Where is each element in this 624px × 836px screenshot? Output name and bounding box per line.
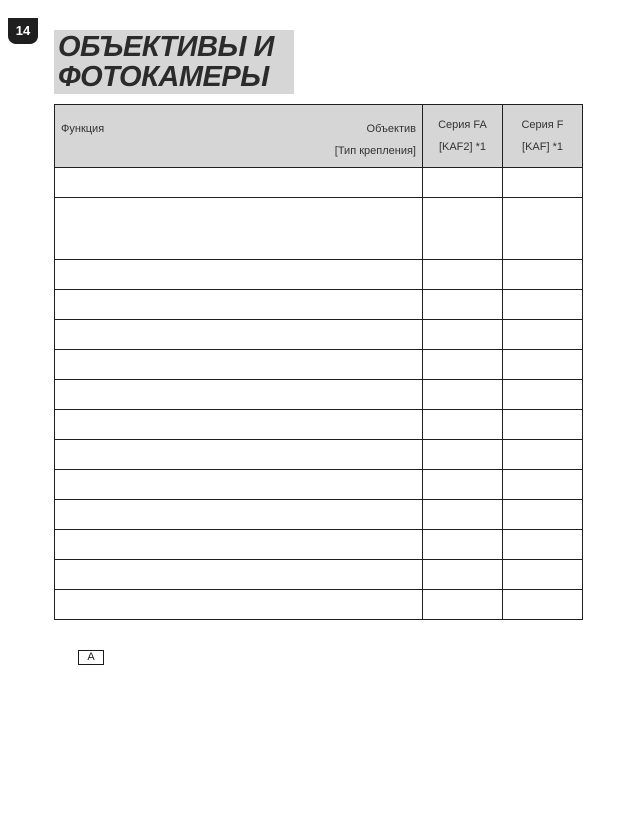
f-series-cell xyxy=(503,440,583,470)
table-row xyxy=(55,260,583,290)
page-number-tab xyxy=(8,18,38,44)
fa-series-cell xyxy=(423,500,503,530)
f-series-cell xyxy=(503,350,583,380)
table-header xyxy=(55,105,583,168)
function-cell xyxy=(55,350,423,380)
table-row xyxy=(55,168,583,198)
table-row xyxy=(55,290,583,320)
function-cell xyxy=(55,440,423,470)
function-cell xyxy=(55,320,423,350)
auto-mode-icon xyxy=(78,650,104,665)
table-row xyxy=(55,198,583,260)
function-cell xyxy=(55,380,423,410)
table-row xyxy=(55,320,583,350)
fa-series-cell xyxy=(423,470,503,500)
auto-mode-icon-label: A xyxy=(87,651,95,663)
table-row xyxy=(55,530,583,560)
f-series-cell xyxy=(503,410,583,440)
f-series-cell xyxy=(503,320,583,350)
page-title xyxy=(58,32,274,92)
header-f-series-label: Серия F xyxy=(521,119,564,131)
header-function-label: Функция xyxy=(61,123,105,135)
f-series-cell xyxy=(503,470,583,500)
f-series-cell xyxy=(503,380,583,410)
fa-series-cell xyxy=(423,350,503,380)
f-series-cell xyxy=(503,560,583,590)
f-series-cell xyxy=(503,168,583,198)
header-fa-mount-label: [KAF2] *1 xyxy=(438,141,487,153)
f-series-cell xyxy=(503,198,583,260)
page-title-line-1: ОБЪЕКТИВЫ И xyxy=(58,31,274,63)
function-cell xyxy=(55,500,423,530)
fa-series-cell xyxy=(423,168,503,198)
table-row xyxy=(55,560,583,590)
f-series-cell xyxy=(503,260,583,290)
function-cell xyxy=(55,198,423,260)
function-cell xyxy=(55,590,423,620)
header-mount-label: [Тип крепления] xyxy=(334,145,416,157)
fa-series-cell xyxy=(423,590,503,620)
fa-series-cell xyxy=(423,560,503,590)
table-row xyxy=(55,350,583,380)
fa-series-cell xyxy=(423,530,503,560)
table-row xyxy=(55,410,583,440)
fa-series-cell xyxy=(423,260,503,290)
table-row xyxy=(55,470,583,500)
function-cell xyxy=(55,470,423,500)
header-fa-series-cell xyxy=(423,105,503,168)
f-series-cell xyxy=(503,290,583,320)
f-series-cell xyxy=(503,530,583,560)
function-cell xyxy=(55,290,423,320)
function-cell xyxy=(55,530,423,560)
table-row xyxy=(55,590,583,620)
compatibility-table xyxy=(54,104,583,620)
header-lens-label: Объектив xyxy=(366,123,416,135)
fa-series-cell xyxy=(423,410,503,440)
page-number: 14 xyxy=(15,23,31,38)
function-cell xyxy=(55,560,423,590)
function-cell xyxy=(55,410,423,440)
function-cell xyxy=(55,260,423,290)
table-row xyxy=(55,500,583,530)
header-function-cell xyxy=(55,105,423,168)
table-row xyxy=(55,380,583,410)
page-title-line-2: ФОТОКАМЕРЫ xyxy=(58,61,269,93)
fa-series-cell xyxy=(423,380,503,410)
header-fa-series-label: Серия FA xyxy=(438,119,487,131)
table-row xyxy=(55,440,583,470)
fa-series-cell xyxy=(423,198,503,260)
fa-series-cell xyxy=(423,440,503,470)
header-f-mount-label: [KAF] *1 xyxy=(522,141,563,153)
header-f-series-cell xyxy=(503,105,583,168)
table-body xyxy=(55,168,583,620)
f-series-cell xyxy=(503,590,583,620)
fa-series-cell xyxy=(423,320,503,350)
f-series-cell xyxy=(503,500,583,530)
function-cell xyxy=(55,168,423,198)
fa-series-cell xyxy=(423,290,503,320)
